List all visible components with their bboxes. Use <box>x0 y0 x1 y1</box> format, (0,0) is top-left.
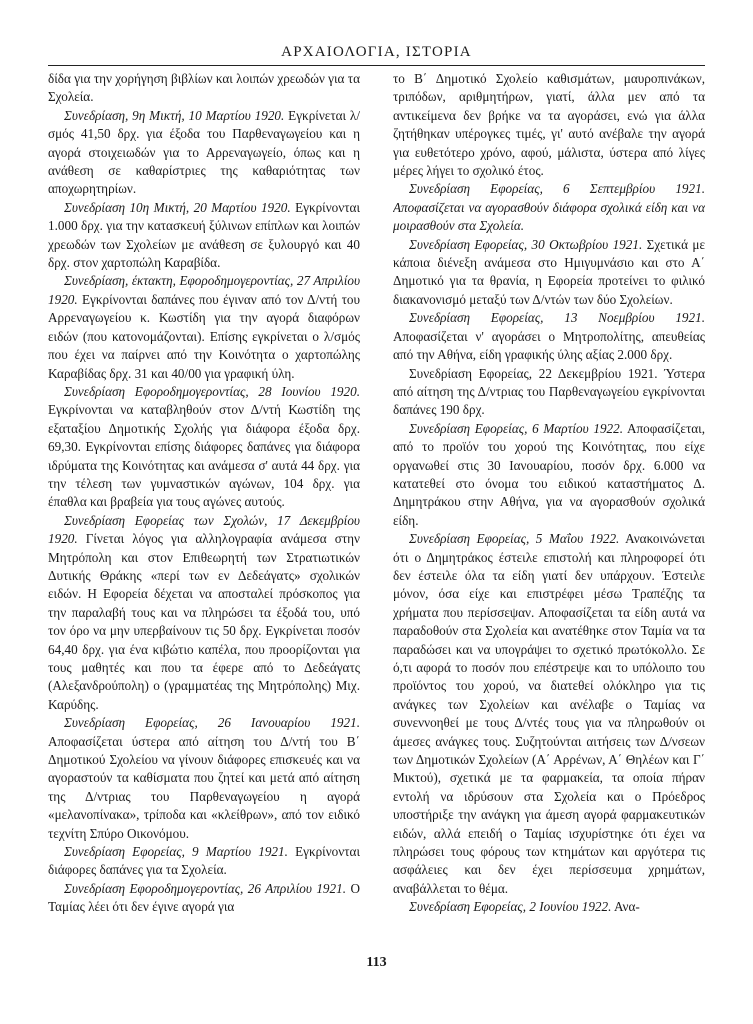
header-rule <box>48 65 705 66</box>
paragraph: Συνεδρίαση Εφορείας, 9 Μαρτίου 1921. Εγκρίνονται διάφορες δαπάνες για τα Σχολεία. <box>48 844 360 878</box>
session-heading: Συνεδρίαση Εφορείας, 9 Μαρτίου 1921. <box>64 844 288 860</box>
session-heading: Συνεδρίαση Εφοροδημογεροντίας, 26 Απριλίου 1921. <box>64 880 347 896</box>
session-heading: Συνεδρίαση Εφορείας, 5 Μαΐου 1922. <box>409 531 620 547</box>
session-heading: Συνεδρίαση Εφορείας, 13 Νοεμβρίου 1921. <box>409 310 705 326</box>
running-header: ΑΡΧΑΙΟΛΟΓΙΑ, ΙΣΤΟΡΙΑ <box>281 44 472 60</box>
left-column <box>48 70 360 950</box>
paragraph: Συνεδρίαση Εφορείας, 30 Οκτωβρίου 1921. Σχετικά με κάποια διένεξη ανάμεσα στο Ημιγυμνάσιο και στο Α΄ Δημοτικό για τα θρανία, η Εφορεία προτείνει το φιλικό διακανονισμό μεταξύ των Δ/ντών των δύο Σχολείων. <box>393 236 705 307</box>
paragraph: δίδα για την χορήγηση βιβλίων και λοιπών χρεωδών για τα Σχολεία. <box>48 71 360 105</box>
paragraph: Συνεδρίαση Εφοροδημογεροντίας, 28 Ιουνίου 1920. Εγκρίνονται να καταβληθούν στον Δ/ντή Κωστίδη της εξαταξίου Δημοτικής Σχολής για διάφορα έξοδα δρχ. 69,30. Εγκρίνονται επίσης διάφορες δαπάνες για διάφορα ιδρύματα της Κοινότητας και ανάμεσα σ' αυτά 44 δρχ. για την τέλεση των γυμναστικών αγώνων, 104 δρχ. για έπαθλα και βραβεία για τους αγώνες αυτούς. <box>48 383 360 510</box>
paragraph: Συνεδρίαση Εφοροδημογεροντίας, 26 Απριλίου 1921. Ο Ταμίας λέει ότι δεν έγινε αγορά για <box>48 880 360 915</box>
session-heading: Συνεδρίαση Εφορείας, 6 Σεπτεμβρίου 1921. <box>409 181 705 197</box>
paragraph: Συνεδρίαση Εφορείας των Σχολών, 17 Δεκεμβρίου 1920. Γίνεται λόγος για αλληλογραφία ανάμεσα στην Μητρόπολη και στον Επιθεωρητή των Στρατιωτικών Δυτικής Θράκης «περί των εν Δεδεάγατς» σχολικών ειδών. Η Εφορεία δέχεται να αποσταλεί πρόσκοπος για την παραλαβή τους και να πληρώσει τα έξοδά του, υπό τον όρο να μην υπερβαίνουν τις 50 δρχ. Εγκρίνεται ποσόν 64,40 δρχ. για ένα κιβώτιο καπέλα, που προορίζονται για τους μαθητές και που τα έφερε από το Δεδεάγατς (Αλεξανδρούπολη) ο (γραμματέας της Μητρόπολης) Μιχ. Καρύδης. <box>48 512 360 712</box>
paragraph: Συνεδρίαση, 9η Μικτή, 10 Μαρτίου 1920. Εγκρίνεται λ/σμός 41,50 δρχ. για έξοδα του Παρθεναγωγείου και η αγορά στοιχειωδών για το Αρρεναγωγείο, όπως και η ανάθεση σε καθαρίστριες της καθαριότητας των αποχωρητηρίων. <box>48 107 360 197</box>
paragraph: Συνεδρίαση Εφορείας, 6 Μαρτίου 1922. Αποφασίζεται, από το προϊόν του χορού της Κοινότητας, που είχε οργανωθεί στις 30 Ιανουαρίου, ποσόν δρχ. 6.000 να κατατεθεί στο όνομα του ειδικού καταστήματος Δ. Δημητράκου στην Αθήνα, για να αγορασθούν σχολικά είδη. <box>393 420 705 528</box>
paragraph: Συνεδρίαση Εφορείας, 5 Μαΐου 1922. Ανακοινώνεται ότι ο Δημητράκος έστειλε επιστολή και πληροφορεί ότι δεν έστειλε όλα τα είδη γιατί δεν υπάρχουν. Έστειλε μόνον, όσα είχε και επιστρέφει μέσω Τραπέζης τα χρήματα που περίσσεψαν. Αποφασίζεται τα είδη αυτά να παραδοθούν στα Σχολεία και ανατέθηκε στον Ταμία να τα παραδώσει και να υπογράψει το σχετικό πρωτόκολλο. Σε ό,τι αφορά το ποσόν που επέστρεψε και το υπόλοιπο του προϊόντος του χορού, να διατεθεί ολόκληρο για τις ανάγκες των Σχολείων και ανέλαβε ο Ταμίας να συνεννοηθεί με τους Δ/ντές τους για να πληρωθούν οι άμεσες ανάγκες τους. Συζητούνται αιτήσεις των Δ/νσεων των Δημοτικών Σχολείων (Α΄ Αρρένων, Α΄ Θηλέων και Γ΄ Μικτού), σχετικά με τα φαρμακεία, τα οποία πήραν εντολή να ιδρύσουν στα Σχολεία και ο Πρόεδρος υποστήριξε την ανάγκη για άμεση αγορά φαρμακευτικών ειδών, αλλά επειδή ο Ταμίας ισχυρίστηκε ότι έχει να πληρώσει τους φόρους των κτημάτων και αργότερα τις ασφάλειες και δεν έχει περίσσευμα χρημάτων, αναβάλλεται το θέμα. <box>393 531 705 896</box>
session-heading: Συνεδρίαση Εφορείας, 2 Ιουνίου 1922. <box>409 899 612 915</box>
paragraph: το Β΄ Δημοτικό Σχολείο καθισμάτων, μαυροπινάκων, τριπόδων, αριθμητήρων, γιατί, άλλα μεν από τα αντικείμενα δεν βρήκε να τα αγοράσει, ενώ για άλλα ζητήθηκαν υπέρογκες τιμές, γι' αυτό ανέβαλε την αγορά για ευθετότερο χρόνο, αφού, μάλιστα, ύστερα από λίγες μέρες λήγει το σχολικό έτος. <box>393 71 705 179</box>
right-column <box>393 70 705 950</box>
session-heading: Συνεδρίαση, 9η Μικτή, 10 Μαρτίου 1920. <box>64 107 285 123</box>
paragraph: Συνεδρίαση Εφορείας, 2 Ιουνίου 1922. Ανα- <box>409 899 640 915</box>
paragraph: Συνεδρίαση Εφορείας, 26 Ιανουαρίου 1921. Αποφασίζεται ύστερα από αίτηση του Δ/ντή του Β΄ Δημοτικού Σχολείου να γίνουν διάφορες επισκευές και να αγοραστούν τα καθίσματα που ζητεί και μετά από αίτηση της Δ/ντριας του Παρθεναγωγείου η αγορά «μελανοπίνακα», τρίποδα και «κλείθρων», από τον ειδικό τεχνίτη Σπύρο Οικονόμου. <box>48 715 360 841</box>
paragraph: Συνεδρίαση Εφορείας, 13 Νοεμβρίου 1921. Αποφασίζεται ν' αγοράσει ο Μητροπολίτης, απευθείας από την Αθήνα, είδη γραφικής ύλης αξίας 2.000 δρχ. <box>393 310 705 363</box>
session-heading: Συνεδρίαση Εφοροδημογεροντίας, 28 Ιουνίου 1920. <box>64 383 360 399</box>
session-heading: Συνεδρίαση Εφορείας, 30 Οκτωβρίου 1921. <box>409 236 643 252</box>
session-heading: Συνεδρίαση Εφορείας, 26 Ιανουαρίου 1921. <box>64 715 360 731</box>
session-heading: Συνεδρίαση 10η Μικτή, 20 Μαρτίου 1920. <box>64 199 291 215</box>
page-number: 113 <box>366 955 387 970</box>
paragraph: Συνεδρίαση 10η Μικτή, 20 Μαρτίου 1920. Εγκρίνονται 1.000 δρχ. για την κατασκευή ξύλινων επίπλων και λοιπών χρεωδών των Σχολείων με ανάθεση σε ξυλουργό και 40 δρχ. στον χαρτοπώλη Καραβίδα. <box>48 199 360 271</box>
paragraph: Συνεδρίαση, έκτακτη, Εφοροδημογεροντίας, 27 Απριλίου 1920. Εγκρίνονται δαπάνες που έγιναν από τον Δ/ντή του Αρρεναγωγείου κ. Κωστίδη για την αγορά διαφόρων ειδών (που κατονομάζονται). Επίσης εγκρίνεται ο λ/σμός που έχει να παίρνει από την Κοινότητα ο χαρτοπώλης Καραβίδας δρχ. 31 και 40/00 για γραφική ύλη. <box>48 273 360 381</box>
session-heading: Συνεδρίαση Εφορείας, 6 Μαρτίου 1922. <box>409 420 624 436</box>
paragraph: Συνεδρίαση Εφορείας, 6 Σεπτεμβρίου 1921. Αποφασίζεται να αγορασθούν διάφορα σχολικά είδη και να μοιρασθούν στα Σχολεία. <box>393 181 705 234</box>
paragraph: Συνεδρίαση Εφορείας, 22 Δεκεμβρίου 1921. Ύστερα από αίτηση της Δ/ντριας του Παρθεναγωγείου εγκρίνονται δαπάνες 190 δρχ. <box>393 365 705 418</box>
session-heading: Συνεδρίαση, έκτακτη, Εφοροδημογεροντίας, 27 Απριλίου 1920. <box>48 273 360 307</box>
session-heading: Συνεδρίαση Εφορείας των Σχολών, 17 Δεκεμβρίου 1920. <box>48 512 360 547</box>
